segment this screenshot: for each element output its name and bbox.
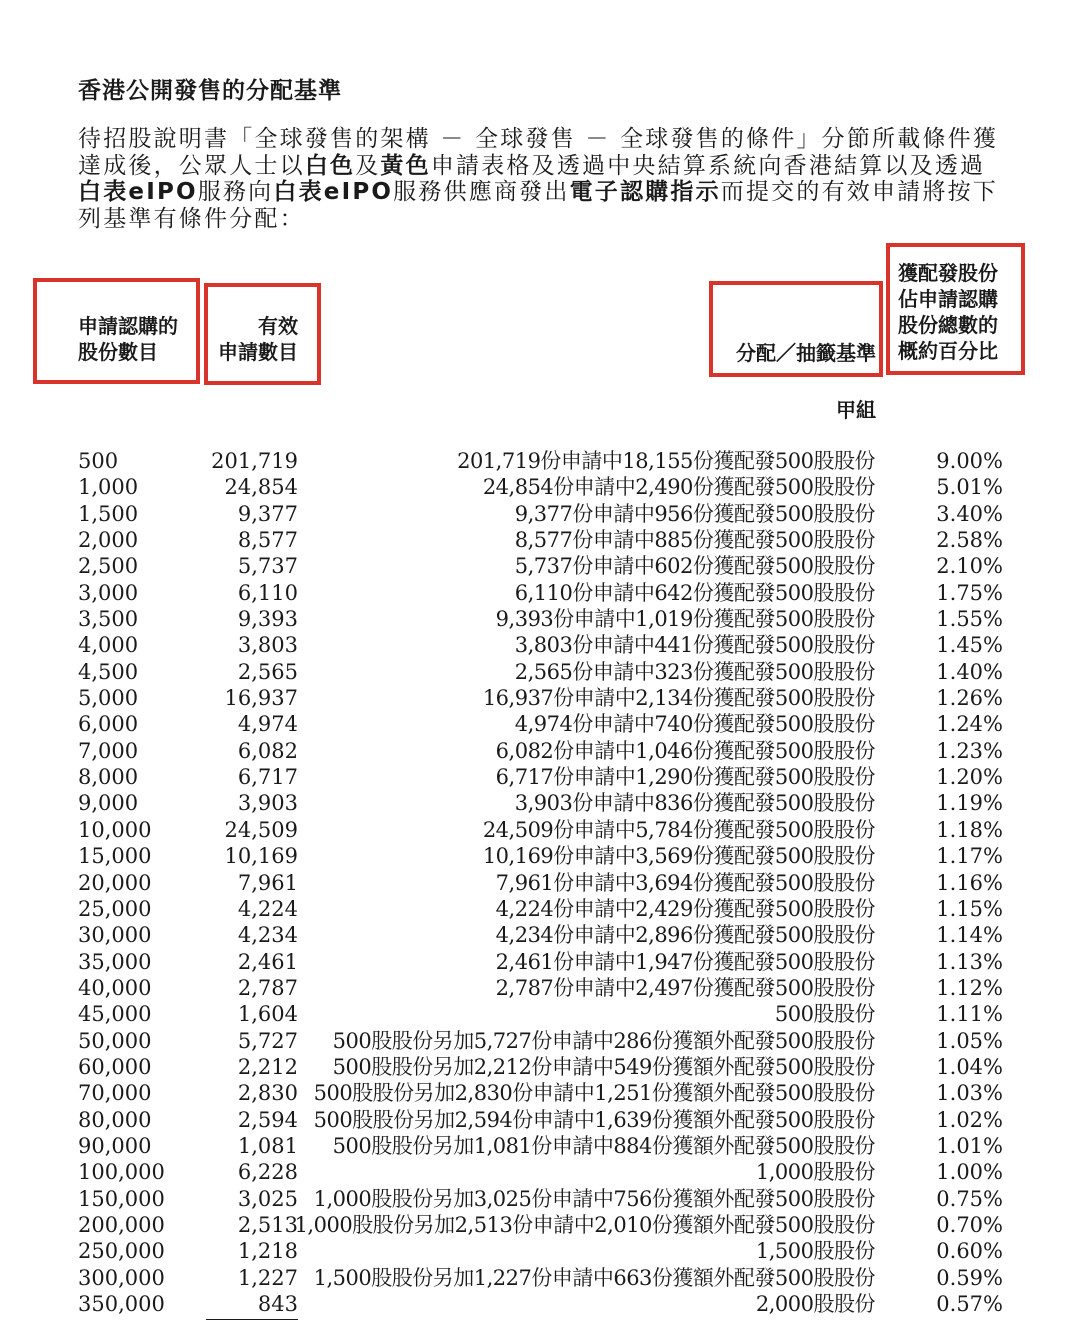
cell-approx-percentage: 1.00%	[936, 1160, 1003, 1185]
table-row	[0, 1080, 1080, 1106]
cell-valid-applications: 7,961	[237, 870, 298, 895]
allocation-table	[0, 448, 1080, 1317]
cell-allocation-basis: 4,234份申請中2,896份獲配發500股股份	[495, 923, 875, 948]
cell-allocation-basis: 24,509份申請中5,784份獲配發500股股份	[482, 817, 875, 842]
cell-valid-applications: 2,787	[237, 975, 298, 1000]
cell-shares-applied: 25,000	[78, 896, 152, 921]
cell-allocation-basis: 2,461份申請中1,947份獲配發500股股份	[495, 949, 875, 974]
intro-paragraph: 待招股說明書「全球發售的架構 － 全球發售 － 全球發售的條件」分節所載條件獲達成後，公眾人士以白色及黃色申請表格及透過中央結算系統向香港結算以及透過白表eIPO服務向白表eIPO服務供應商發出電子認購指示而提交的有效申請將按下列基準有條件分配：	[78, 126, 999, 232]
cell-shares-applied: 80,000	[78, 1107, 152, 1132]
cell-allocation-basis: 500股股份另加5,727份申請中286份獲額外配發500股股份	[332, 1028, 875, 1053]
cell-shares-applied: 9,000	[78, 791, 139, 816]
cell-valid-applications: 6,110	[237, 580, 298, 605]
cell-valid-applications: 4,234	[237, 923, 298, 948]
cell-valid-applications: 16,937	[224, 686, 298, 711]
cell-approx-percentage: 1.15%	[936, 896, 1003, 921]
cell-shares-applied: 30,000	[78, 923, 152, 948]
cell-approx-percentage: 1.02%	[936, 1107, 1003, 1132]
group-label: 甲組	[836, 398, 876, 422]
cell-allocation-basis: 2,565份申請中323份獲配發500股股份	[514, 659, 875, 684]
cell-approx-percentage: 1.03%	[936, 1081, 1003, 1106]
cell-valid-applications: 24,854	[224, 475, 298, 500]
cell-valid-applications: 4,974	[237, 712, 298, 737]
cell-approx-percentage: 1.26%	[936, 686, 1003, 711]
table-row	[0, 1291, 1080, 1317]
table-row	[0, 659, 1080, 685]
cell-allocation-basis: 7,961份申請中3,694份獲配發500股股份	[495, 870, 875, 895]
cell-allocation-basis: 500股股份另加2,212份申請中549份獲額外配發500股股份	[332, 1054, 875, 1079]
cell-allocation-basis: 3,903份申請中836份獲配發500股股份	[514, 791, 875, 816]
cell-valid-applications: 2,565	[237, 659, 298, 684]
table-row	[0, 711, 1080, 737]
cell-shares-applied: 20,000	[78, 870, 152, 895]
table-row	[0, 949, 1080, 975]
cell-shares-applied: 7,000	[78, 738, 139, 763]
cell-shares-applied: 150,000	[78, 1186, 165, 1211]
table-row	[0, 1238, 1080, 1264]
cell-shares-applied: 10,000	[78, 817, 152, 842]
cell-approx-percentage: 0.59%	[936, 1265, 1003, 1290]
table-row	[0, 1159, 1080, 1185]
cell-shares-applied: 8,000	[78, 765, 139, 790]
cell-shares-applied: 60,000	[78, 1054, 152, 1079]
cell-allocation-basis: 6,082份申請中1,046份獲配發500股股份	[495, 738, 875, 763]
cell-valid-applications: 4,224	[237, 896, 298, 921]
cell-shares-applied: 3,000	[78, 580, 139, 605]
table-row	[0, 1054, 1080, 1080]
cell-shares-applied: 200,000	[78, 1212, 165, 1237]
cell-shares-applied: 6,000	[78, 712, 139, 737]
cell-allocation-basis: 24,854份申請中2,490份獲配發500股股份	[482, 475, 875, 500]
table-row	[0, 790, 1080, 816]
cell-shares-applied: 45,000	[78, 1002, 152, 1027]
cell-allocation-basis: 2,000股股份	[755, 1292, 875, 1316]
cell-shares-applied: 40,000	[78, 975, 152, 1000]
cell-shares-applied: 250,000	[78, 1239, 165, 1264]
cell-approx-percentage: 1.20%	[936, 765, 1003, 790]
header-basis-of-allocation: 分配／抽籤基準	[736, 341, 876, 365]
cell-shares-applied: 1,000	[78, 475, 139, 500]
cell-approx-percentage: 1.12%	[936, 975, 1003, 1000]
cell-shares-applied: 4,000	[78, 633, 139, 658]
cell-valid-applications: 3,903	[237, 791, 298, 816]
cell-allocation-basis: 4,224份申請中2,429份獲配發500股股份	[495, 896, 875, 921]
cell-allocation-basis: 500股股份	[774, 1002, 875, 1027]
cell-approx-percentage: 1.18%	[936, 817, 1003, 842]
cell-approx-percentage: 1.55%	[936, 607, 1003, 632]
cell-shares-applied: 3,500	[78, 607, 139, 632]
cell-valid-applications: 1,081	[237, 1133, 298, 1158]
cell-shares-applied: 15,000	[78, 844, 152, 869]
cell-allocation-basis: 8,577份申請中885份獲配發500股股份	[514, 528, 875, 553]
cell-allocation-basis: 201,719份申請中18,155份獲配發500股股份	[457, 449, 875, 473]
table-row	[0, 1212, 1080, 1238]
cell-approx-percentage: 0.75%	[936, 1186, 1003, 1211]
table-row	[0, 1107, 1080, 1133]
cell-approx-percentage: 3.40%	[936, 501, 1003, 526]
cell-allocation-basis: 500股股份另加1,081份申請中884份獲額外配發500股股份	[332, 1133, 875, 1158]
cell-valid-applications: 1,227	[237, 1265, 298, 1290]
cell-approx-percentage: 1.23%	[936, 738, 1003, 763]
cell-allocation-basis: 4,974份申請中740份獲配發500股股份	[514, 712, 875, 737]
cell-allocation-basis: 2,787份申請中2,497份獲配發500股股份	[495, 975, 875, 1000]
cell-allocation-basis: 1,000股股份另加3,025份申請中756份獲額外配發500股股份	[313, 1186, 875, 1211]
cell-allocation-basis: 1,000股股份	[755, 1160, 875, 1185]
table-row	[0, 1001, 1080, 1027]
table-row	[0, 817, 1080, 843]
cell-approx-percentage: 1.19%	[936, 791, 1003, 816]
total-underline	[206, 1319, 298, 1320]
table-row	[0, 764, 1080, 790]
cell-valid-applications: 1,604	[237, 1002, 298, 1027]
cell-approx-percentage: 1.14%	[936, 923, 1003, 948]
table-row	[0, 1028, 1080, 1054]
cell-valid-applications: 2,830	[237, 1081, 298, 1106]
cell-approx-percentage: 1.17%	[936, 844, 1003, 869]
table-row	[0, 870, 1080, 896]
cell-approx-percentage: 0.70%	[936, 1212, 1003, 1237]
cell-valid-applications: 9,393	[237, 607, 298, 632]
cell-allocation-basis: 1,500股股份另加1,227份申請中663份獲額外配發500股股份	[313, 1265, 875, 1290]
cell-valid-applications: 2,461	[237, 949, 298, 974]
header-valid-applications: 有效 申請數目	[218, 314, 298, 364]
cell-valid-applications: 843	[257, 1292, 298, 1316]
cell-allocation-basis: 1,000股股份另加2,513份申請中2,010份獲額外配發500股股份	[294, 1212, 875, 1237]
cell-approx-percentage: 0.57%	[936, 1292, 1003, 1316]
header-shares-applied: 申請認購的 股份數目	[78, 314, 178, 364]
cell-approx-percentage: 1.13%	[936, 949, 1003, 974]
cell-valid-applications: 201,719	[211, 449, 298, 473]
cell-shares-applied: 50,000	[78, 1028, 152, 1053]
cell-approx-percentage: 1.11%	[936, 1002, 1003, 1027]
cell-valid-applications: 5,737	[237, 554, 298, 579]
table-row	[0, 580, 1080, 606]
table-row	[0, 1133, 1080, 1159]
header-approx-percentage: 獲配發股份 佔申請認購 股份總數的 概約百分比	[898, 261, 998, 363]
table-row	[0, 1186, 1080, 1212]
cell-allocation-basis: 9,377份申請中956份獲配發500股股份	[514, 501, 875, 526]
cell-shares-applied: 1,500	[78, 501, 139, 526]
cell-valid-applications: 2,212	[237, 1054, 298, 1079]
table-row	[0, 975, 1080, 1001]
cell-allocation-basis: 6,717份申請中1,290份獲配發500股股份	[495, 765, 875, 790]
cell-valid-applications: 6,082	[237, 738, 298, 763]
table-row	[0, 685, 1080, 711]
table-row	[0, 553, 1080, 579]
cell-valid-applications: 10,169	[224, 844, 298, 869]
section-title: 香港公開發售的分配基準	[78, 78, 342, 104]
table-row	[0, 501, 1080, 527]
table-row	[0, 448, 1080, 474]
cell-approx-percentage: 1.40%	[936, 659, 1003, 684]
cell-approx-percentage: 1.16%	[936, 870, 1003, 895]
cell-approx-percentage: 1.75%	[936, 580, 1003, 605]
cell-valid-applications: 2,513	[237, 1212, 298, 1237]
cell-valid-applications: 24,509	[224, 817, 298, 842]
cell-allocation-basis: 500股股份另加2,830份申請中1,251份獲額外配發500股股份	[313, 1081, 875, 1106]
cell-approx-percentage: 9.00%	[936, 449, 1003, 473]
cell-allocation-basis: 6,110份申請中642份獲配發500股股份	[514, 580, 875, 605]
cell-approx-percentage: 0.60%	[936, 1239, 1003, 1264]
cell-approx-percentage: 1.24%	[936, 712, 1003, 737]
cell-approx-percentage: 1.45%	[936, 633, 1003, 658]
cell-valid-applications: 6,228	[237, 1160, 298, 1185]
table-row	[0, 1265, 1080, 1291]
cell-valid-applications: 1,218	[237, 1239, 298, 1264]
cell-allocation-basis: 3,803份申請中441份獲配發500股股份	[514, 633, 875, 658]
table-row	[0, 474, 1080, 500]
cell-shares-applied: 4,500	[78, 659, 139, 684]
cell-shares-applied: 35,000	[78, 949, 152, 974]
cell-shares-applied: 2,500	[78, 554, 139, 579]
cell-valid-applications: 5,727	[237, 1028, 298, 1053]
cell-valid-applications: 3,025	[237, 1186, 298, 1211]
cell-allocation-basis: 16,937份申請中2,134份獲配發500股股份	[482, 686, 875, 711]
cell-shares-applied: 5,000	[78, 686, 139, 711]
cell-shares-applied: 2,000	[78, 528, 139, 553]
cell-approx-percentage: 1.05%	[936, 1028, 1003, 1053]
cell-allocation-basis: 5,737份申請中602份獲配發500股股份	[514, 554, 875, 579]
cell-allocation-basis: 500股股份另加2,594份申請中1,639份獲額外配發500股股份	[313, 1107, 875, 1132]
cell-shares-applied: 100,000	[78, 1160, 165, 1185]
table-row	[0, 606, 1080, 632]
cell-valid-applications: 6,717	[237, 765, 298, 790]
cell-approx-percentage: 2.10%	[936, 554, 1003, 579]
table-row	[0, 843, 1080, 869]
cell-valid-applications: 8,577	[237, 528, 298, 553]
cell-valid-applications: 2,594	[237, 1107, 298, 1132]
table-row	[0, 527, 1080, 553]
cell-approx-percentage: 5.01%	[936, 475, 1003, 500]
cell-approx-percentage: 1.01%	[936, 1133, 1003, 1158]
cell-allocation-basis: 9,393份申請中1,019份獲配發500股股份	[495, 607, 875, 632]
cell-shares-applied: 90,000	[78, 1133, 152, 1158]
cell-shares-applied: 350,000	[78, 1292, 165, 1316]
cell-shares-applied: 300,000	[78, 1265, 165, 1290]
cell-shares-applied: 500	[78, 449, 119, 473]
cell-valid-applications: 3,803	[237, 633, 298, 658]
cell-approx-percentage: 2.58%	[936, 528, 1003, 553]
cell-shares-applied: 70,000	[78, 1081, 152, 1106]
table-row	[0, 632, 1080, 658]
table-row	[0, 896, 1080, 922]
cell-valid-applications: 9,377	[237, 501, 298, 526]
table-row	[0, 922, 1080, 948]
cell-allocation-basis: 1,500股股份	[755, 1239, 875, 1264]
cell-allocation-basis: 10,169份申請中3,569份獲配發500股股份	[482, 844, 875, 869]
table-row	[0, 738, 1080, 764]
cell-approx-percentage: 1.04%	[936, 1054, 1003, 1079]
